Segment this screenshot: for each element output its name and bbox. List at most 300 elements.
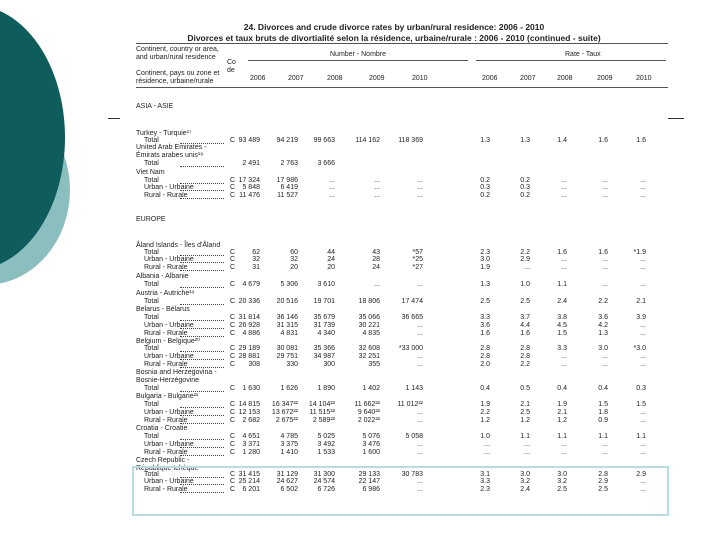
number-cell: 11 527 xyxy=(277,192,298,199)
table-title: 24. Divorces and crude divorce rates by urban/rural residence: 2006 - 2010 xyxy=(243,22,545,32)
rate-cell: 2.2 xyxy=(520,361,530,368)
rate-cell: 3.3 xyxy=(480,314,490,321)
number-group-rule xyxy=(248,60,468,61)
header-rate-year-2007: 2007 xyxy=(520,75,536,82)
number-cell: 6 201 xyxy=(242,486,260,493)
rate-cell: ... xyxy=(640,441,646,448)
number-cell: 9 640²² xyxy=(357,409,380,416)
number-cell: 31 xyxy=(252,264,260,271)
number-cell: 17 474 xyxy=(401,298,423,305)
number-cell: 4 886 xyxy=(242,330,260,337)
rate-cell: ... xyxy=(602,441,608,448)
rate-cell: 1.5 xyxy=(557,330,567,337)
number-cell: 308 xyxy=(248,361,260,368)
number-cell: 35 366 xyxy=(313,345,335,352)
number-cell: 31 739 xyxy=(313,322,335,329)
rate-cell: ... xyxy=(524,449,530,456)
row-label: Total xyxy=(144,345,159,352)
country-name: United Arab Emirates - xyxy=(136,144,207,151)
rate-cell: 1.1 xyxy=(598,433,608,440)
number-cell: 5 848 xyxy=(242,184,260,191)
row-code: C xyxy=(230,345,236,352)
rate-cell: 3.7 xyxy=(520,314,530,321)
header-code-line1: Co xyxy=(227,59,236,66)
number-cell: 355 xyxy=(368,361,380,368)
row-label: Total xyxy=(144,314,159,321)
rate-cell: ... xyxy=(602,192,608,199)
rate-cell: 0.2 xyxy=(520,192,530,199)
rate-cell: 0.2 xyxy=(480,177,490,184)
number-cell: 32 251 xyxy=(358,353,380,360)
rate-cell: 4.5 xyxy=(557,322,567,329)
number-cell: 3 666 xyxy=(317,160,335,167)
number-cell: 5 306 xyxy=(280,281,298,288)
country-name: Albania - Albanie xyxy=(136,273,189,280)
rate-cell: 2.4 xyxy=(520,486,530,493)
row-code: C xyxy=(230,417,236,424)
number-cell: 35 066 xyxy=(358,314,380,321)
number-cell: 20 336 xyxy=(238,298,260,305)
country-name: Czech Republic - xyxy=(136,457,190,464)
header-bottom-rule xyxy=(136,87,668,88)
number-cell: ... xyxy=(374,192,380,199)
row-code: C xyxy=(230,385,236,392)
header-rate-group: Rate - Taux xyxy=(565,51,601,58)
rate-cell: 2.9 xyxy=(598,478,608,485)
number-cell: 26 928 xyxy=(238,322,260,329)
number-cell: 32 608 xyxy=(358,345,380,352)
number-cell: 32 xyxy=(252,256,260,263)
rate-cell: ... xyxy=(602,353,608,360)
rate-cell: 0.5 xyxy=(520,385,530,392)
rate-cell: 2.2 xyxy=(520,249,530,256)
row-label: Total xyxy=(144,137,159,144)
rate-cell: 1.3 xyxy=(520,137,530,144)
rate-cell: 3.0 xyxy=(598,345,608,352)
rate-cell: 4.2 xyxy=(598,322,608,329)
number-cell: ... xyxy=(417,417,423,424)
row-label: Urban - Urbaine xyxy=(144,322,194,329)
number-cell: 32 xyxy=(290,256,298,263)
rate-cell: ... xyxy=(602,449,608,456)
rate-cell: ... xyxy=(602,264,608,271)
row-label: Urban - Urbaine xyxy=(144,478,194,485)
leader-dots xyxy=(180,287,224,288)
rate-cell: 2.0 xyxy=(480,361,490,368)
rate-cell: 2.1 xyxy=(520,401,530,408)
row-label: Urban - Urbaine xyxy=(144,184,194,191)
number-cell: 30 783 xyxy=(401,471,423,478)
number-cell: 3 375 xyxy=(280,441,298,448)
number-cell: 1 143 xyxy=(405,385,423,392)
rate-cell: *1.9 xyxy=(633,249,646,256)
row-code: C xyxy=(230,361,236,368)
rate-cell: 1.3 xyxy=(480,137,490,144)
number-cell: 94 219 xyxy=(276,137,298,144)
rate-cell: 1.1 xyxy=(636,433,646,440)
number-cell: 5 025 xyxy=(317,433,335,440)
number-cell: 29 751 xyxy=(276,353,298,360)
rate-cell: ... xyxy=(640,264,646,271)
rate-cell: 2.5 xyxy=(598,486,608,493)
number-cell: 36 665 xyxy=(401,314,423,321)
rate-cell: ... xyxy=(561,184,567,191)
leader-dots xyxy=(180,304,224,305)
number-cell: ... xyxy=(417,177,423,184)
row-label: Total xyxy=(144,281,159,288)
number-cell: 11 012²² xyxy=(397,401,423,408)
number-cell: 1 890 xyxy=(317,385,335,392)
country-name: Turkey - Turquie¹⁷ xyxy=(136,130,192,137)
number-cell: 20 516 xyxy=(276,298,298,305)
rate-cell: 1.5 xyxy=(598,401,608,408)
rate-cell: 2.1 xyxy=(557,409,567,416)
header-col1-fr-line2: résidence, urbaine/rurale xyxy=(136,78,214,85)
rate-cell: ... xyxy=(602,256,608,263)
rate-cell: 2.5 xyxy=(520,298,530,305)
rate-cell: 3.3 xyxy=(557,345,567,352)
rate-cell: 3.2 xyxy=(520,478,530,485)
number-cell: ... xyxy=(329,192,335,199)
rate-cell: 2.8 xyxy=(598,471,608,478)
number-cell: 29 133 xyxy=(358,471,380,478)
leader-dots xyxy=(180,270,224,271)
number-cell: 6 502 xyxy=(280,486,298,493)
rate-cell: 0.4 xyxy=(480,385,490,392)
row-label: Rural - Rurale xyxy=(144,264,188,271)
country-name: Bosnie-Herzégovine xyxy=(136,377,200,384)
header-col1-fr-line1: Continent, pays ou zone et xyxy=(136,70,220,77)
rate-cell: ... xyxy=(640,281,646,288)
number-cell: ... xyxy=(417,409,423,416)
rate-cell: 1.6 xyxy=(598,137,608,144)
number-cell: 1 533 xyxy=(317,449,335,456)
row-code: C xyxy=(230,298,236,305)
number-cell: 1 402 xyxy=(362,385,380,392)
rate-cell: 4.4 xyxy=(520,322,530,329)
continent-heading: ASIA - ASIE xyxy=(136,103,174,110)
country-name: Austria - Autriche¹⁹ xyxy=(136,290,195,297)
rate-cell: 0.3 xyxy=(636,385,646,392)
number-cell: ... xyxy=(417,478,423,485)
number-cell: ... xyxy=(374,177,380,184)
rate-cell: ... xyxy=(561,264,567,271)
rate-cell: 1.6 xyxy=(557,249,567,256)
number-cell: 31 129 xyxy=(276,471,298,478)
number-cell: 34 987 xyxy=(313,353,335,360)
number-cell: 20 xyxy=(290,264,298,271)
number-cell: 99 663 xyxy=(313,137,335,144)
number-cell: 11 476 xyxy=(239,192,260,199)
row-label: Rural - Rurale xyxy=(144,486,188,493)
number-cell: 29 189 xyxy=(238,345,260,352)
number-cell: *27 xyxy=(412,264,423,271)
rate-cell: ... xyxy=(640,184,646,191)
divider-right xyxy=(668,118,684,119)
rate-cell: 1.0 xyxy=(520,281,530,288)
row-code: C xyxy=(230,264,236,271)
number-cell: 35 679 xyxy=(313,314,335,321)
number-cell: 118 369 xyxy=(398,137,423,144)
number-cell: 24 627 xyxy=(276,478,298,485)
number-cell: 1 600 xyxy=(362,449,380,456)
header-col1-en-line1: Continent, country or area, xyxy=(136,46,219,53)
rate-cell: ... xyxy=(561,192,567,199)
rate-cell: ... xyxy=(640,177,646,184)
rate-cell: 2.5 xyxy=(557,486,567,493)
number-cell: 62 xyxy=(252,249,260,256)
leader-dots xyxy=(180,407,224,408)
rate-cell: 2.2 xyxy=(480,409,490,416)
header-number-year-2007: 2007 xyxy=(288,75,304,82)
rate-cell: ... xyxy=(561,441,567,448)
rate-cell: 3.0 xyxy=(480,256,490,263)
rate-cell: 1.2 xyxy=(520,417,530,424)
leader-dots xyxy=(180,198,224,199)
leader-dots xyxy=(180,391,224,392)
country-name: Åland Islands - Îles d'Åland xyxy=(136,242,221,249)
row-label: Rural - Rurale xyxy=(144,330,188,337)
rate-cell: 0.3 xyxy=(480,184,490,191)
number-cell: 25 214 xyxy=(238,478,260,485)
number-cell: 28 xyxy=(372,256,380,263)
number-cell: ... xyxy=(329,177,335,184)
row-code: C xyxy=(230,177,236,184)
number-cell: 11 662²² xyxy=(354,401,380,408)
number-cell: 30 221 xyxy=(358,322,380,329)
row-label: Rural - Rurale xyxy=(144,361,188,368)
row-code: C xyxy=(230,478,236,485)
number-cell: *33 000 xyxy=(398,345,423,352)
number-cell: 19 701 xyxy=(313,298,335,305)
country-name: Émirats arabes unis¹⁸ xyxy=(136,152,204,159)
number-cell: 14 815 xyxy=(238,401,260,408)
header-number-year-2006: 2006 xyxy=(250,75,266,82)
row-label: Total xyxy=(144,249,159,256)
rate-cell: 3.0 xyxy=(557,471,567,478)
row-code: C xyxy=(230,314,236,321)
number-cell: 12 153 xyxy=(238,409,260,416)
number-cell: 1 626 xyxy=(280,385,298,392)
rate-cell: ... xyxy=(640,486,646,493)
number-cell: 2 675²² xyxy=(275,417,298,424)
row-label: Total xyxy=(144,298,159,305)
rate-cell: 0.4 xyxy=(598,385,608,392)
leader-dots xyxy=(180,423,224,424)
rate-cell: 1.9 xyxy=(480,264,490,271)
rate-cell: 3.6 xyxy=(598,314,608,321)
leader-dots xyxy=(180,359,224,360)
number-cell: 13 672²² xyxy=(271,409,298,416)
rate-cell: ... xyxy=(640,330,646,337)
number-cell: 3 371 xyxy=(242,441,260,448)
number-cell: 5 076 xyxy=(362,433,380,440)
rate-cell: 1.5 xyxy=(636,401,646,408)
rate-cell: ... xyxy=(640,256,646,263)
leader-dots xyxy=(180,320,224,321)
number-cell: 2 682 xyxy=(242,417,260,424)
row-label: Total xyxy=(144,385,159,392)
number-cell: 18 806 xyxy=(358,298,380,305)
header-number-year-2009: 2009 xyxy=(369,75,385,82)
rate-cell: 3.0 xyxy=(520,471,530,478)
rate-cell: ... xyxy=(484,441,490,448)
header-rate-year-2009: 2009 xyxy=(597,75,613,82)
leader-dots xyxy=(180,336,224,337)
number-cell: ... xyxy=(417,441,423,448)
rate-cell: 1.3 xyxy=(480,281,490,288)
rate-cell: ... xyxy=(640,449,646,456)
number-cell: 1 410 xyxy=(280,449,298,456)
number-cell: 20 xyxy=(327,264,335,271)
rate-cell: 0.9 xyxy=(598,417,608,424)
divider-left xyxy=(108,118,120,119)
rate-cell: 2.8 xyxy=(480,345,490,352)
leader-dots xyxy=(180,351,224,352)
number-cell: 2 491 xyxy=(242,160,260,167)
number-cell: ... xyxy=(417,322,423,329)
number-cell: 4 831 xyxy=(280,330,298,337)
rate-cell: 2.5 xyxy=(520,409,530,416)
rate-cell: ... xyxy=(602,177,608,184)
rate-cell: ... xyxy=(524,441,530,448)
number-cell: 24 574 xyxy=(313,478,335,485)
number-cell: 6 726 xyxy=(317,486,335,493)
number-cell: 31 415 xyxy=(238,471,260,478)
row-code: C xyxy=(230,256,236,263)
leader-dots xyxy=(180,190,224,191)
leader-dots xyxy=(180,455,224,456)
number-cell: 114 162 xyxy=(355,137,380,144)
country-name: Bulgaria - Bulgarie²¹ xyxy=(136,393,199,400)
rate-cell: ... xyxy=(640,322,646,329)
leader-dots xyxy=(180,328,224,329)
rate-cell: 3.1 xyxy=(480,471,490,478)
rate-cell: 3.6 xyxy=(480,322,490,329)
leader-dots xyxy=(180,439,224,440)
number-cell: 17 986 xyxy=(276,177,298,184)
row-code: C xyxy=(230,322,236,329)
number-cell: 28 881 xyxy=(238,353,260,360)
leader-dots xyxy=(180,166,224,167)
row-code: C xyxy=(230,471,236,478)
number-cell: 44 xyxy=(327,249,335,256)
row-code: C xyxy=(230,486,236,493)
header-number-year-2010: 2010 xyxy=(412,75,428,82)
row-code: C xyxy=(230,409,236,416)
country-name: République tchèque xyxy=(136,465,199,472)
number-cell: 4 679 xyxy=(242,281,260,288)
row-label: Rural - Rurale xyxy=(144,449,188,456)
number-cell: ... xyxy=(417,281,423,288)
rate-cell: 3.2 xyxy=(557,478,567,485)
number-cell: ... xyxy=(417,192,423,199)
row-label: Total xyxy=(144,401,159,408)
leader-dots xyxy=(180,447,224,448)
rate-cell: 0.3 xyxy=(520,184,530,191)
header-rate-year-2006: 2006 xyxy=(482,75,498,82)
country-name: Bosnia and Herzegovina - xyxy=(136,369,217,376)
number-cell: 3 492 xyxy=(317,441,335,448)
rate-cell: 1.9 xyxy=(557,401,567,408)
rate-cell: ... xyxy=(640,417,646,424)
row-code: C xyxy=(230,441,236,448)
rate-cell: 3.8 xyxy=(557,314,567,321)
row-label: Rural - Rurale xyxy=(144,192,188,199)
rate-cell: 2.8 xyxy=(520,353,530,360)
number-cell: 31 300 xyxy=(313,471,335,478)
rate-cell: ... xyxy=(561,256,567,263)
number-cell: ... xyxy=(417,449,423,456)
row-code: C xyxy=(230,353,236,360)
rate-cell: 1.1 xyxy=(557,433,567,440)
number-cell: 31 315 xyxy=(276,322,298,329)
number-cell: 300 xyxy=(323,361,335,368)
number-cell: 17 324 xyxy=(238,177,260,184)
number-cell: 43 xyxy=(372,249,380,256)
rate-cell: 3.3 xyxy=(480,478,490,485)
rate-cell: ... xyxy=(561,177,567,184)
number-cell: 1 280 xyxy=(242,449,260,456)
rate-cell: 2.2 xyxy=(598,298,608,305)
rate-cell: 2.5 xyxy=(480,298,490,305)
number-cell: 3 476 xyxy=(362,441,380,448)
number-cell: *25 xyxy=(412,256,423,263)
header-rate-year-2010: 2010 xyxy=(636,75,652,82)
rate-cell: ... xyxy=(640,361,646,368)
row-code: C xyxy=(230,401,236,408)
number-cell: 31 814 xyxy=(238,314,260,321)
row-label: Urban - Urbaine xyxy=(144,441,194,448)
header-code-line2: de xyxy=(227,67,235,74)
rate-cell: ... xyxy=(640,478,646,485)
number-cell: *57 xyxy=(412,249,423,256)
rate-cell: 1.9 xyxy=(480,401,490,408)
number-cell: ... xyxy=(374,184,380,191)
row-label: Urban - Urbaine xyxy=(144,256,194,263)
rate-cell: 1.6 xyxy=(598,249,608,256)
row-label: Total xyxy=(144,471,159,478)
rate-cell: 2.8 xyxy=(480,353,490,360)
leader-dots xyxy=(180,367,224,368)
number-cell: 30 081 xyxy=(276,345,298,352)
rate-cell: *3.0 xyxy=(633,345,646,352)
row-code: C xyxy=(230,184,236,191)
number-cell: 4 835 xyxy=(362,330,380,337)
row-code: C xyxy=(230,330,236,337)
header-number-year-2008: 2008 xyxy=(327,75,343,82)
number-cell: 16 347²² xyxy=(271,401,298,408)
rate-cell: 2.8 xyxy=(520,345,530,352)
country-name: Viet Nam xyxy=(136,169,165,176)
row-label: Total xyxy=(144,160,159,167)
rate-cell: 1.2 xyxy=(480,417,490,424)
rate-cell: ... xyxy=(602,281,608,288)
number-cell: 36 146 xyxy=(276,314,298,321)
header-rate-year-2008: 2008 xyxy=(557,75,573,82)
row-code: C xyxy=(230,281,236,288)
rate-cell: 2.9 xyxy=(636,471,646,478)
number-cell: 24 xyxy=(327,256,335,263)
number-cell: ... xyxy=(329,184,335,191)
rate-cell: 1.0 xyxy=(480,433,490,440)
number-cell: ... xyxy=(374,281,380,288)
rate-cell: ... xyxy=(640,353,646,360)
number-cell: ... xyxy=(417,184,423,191)
number-cell: ... xyxy=(417,353,423,360)
number-cell: 330 xyxy=(286,361,298,368)
rate-cell: 1.8 xyxy=(598,409,608,416)
